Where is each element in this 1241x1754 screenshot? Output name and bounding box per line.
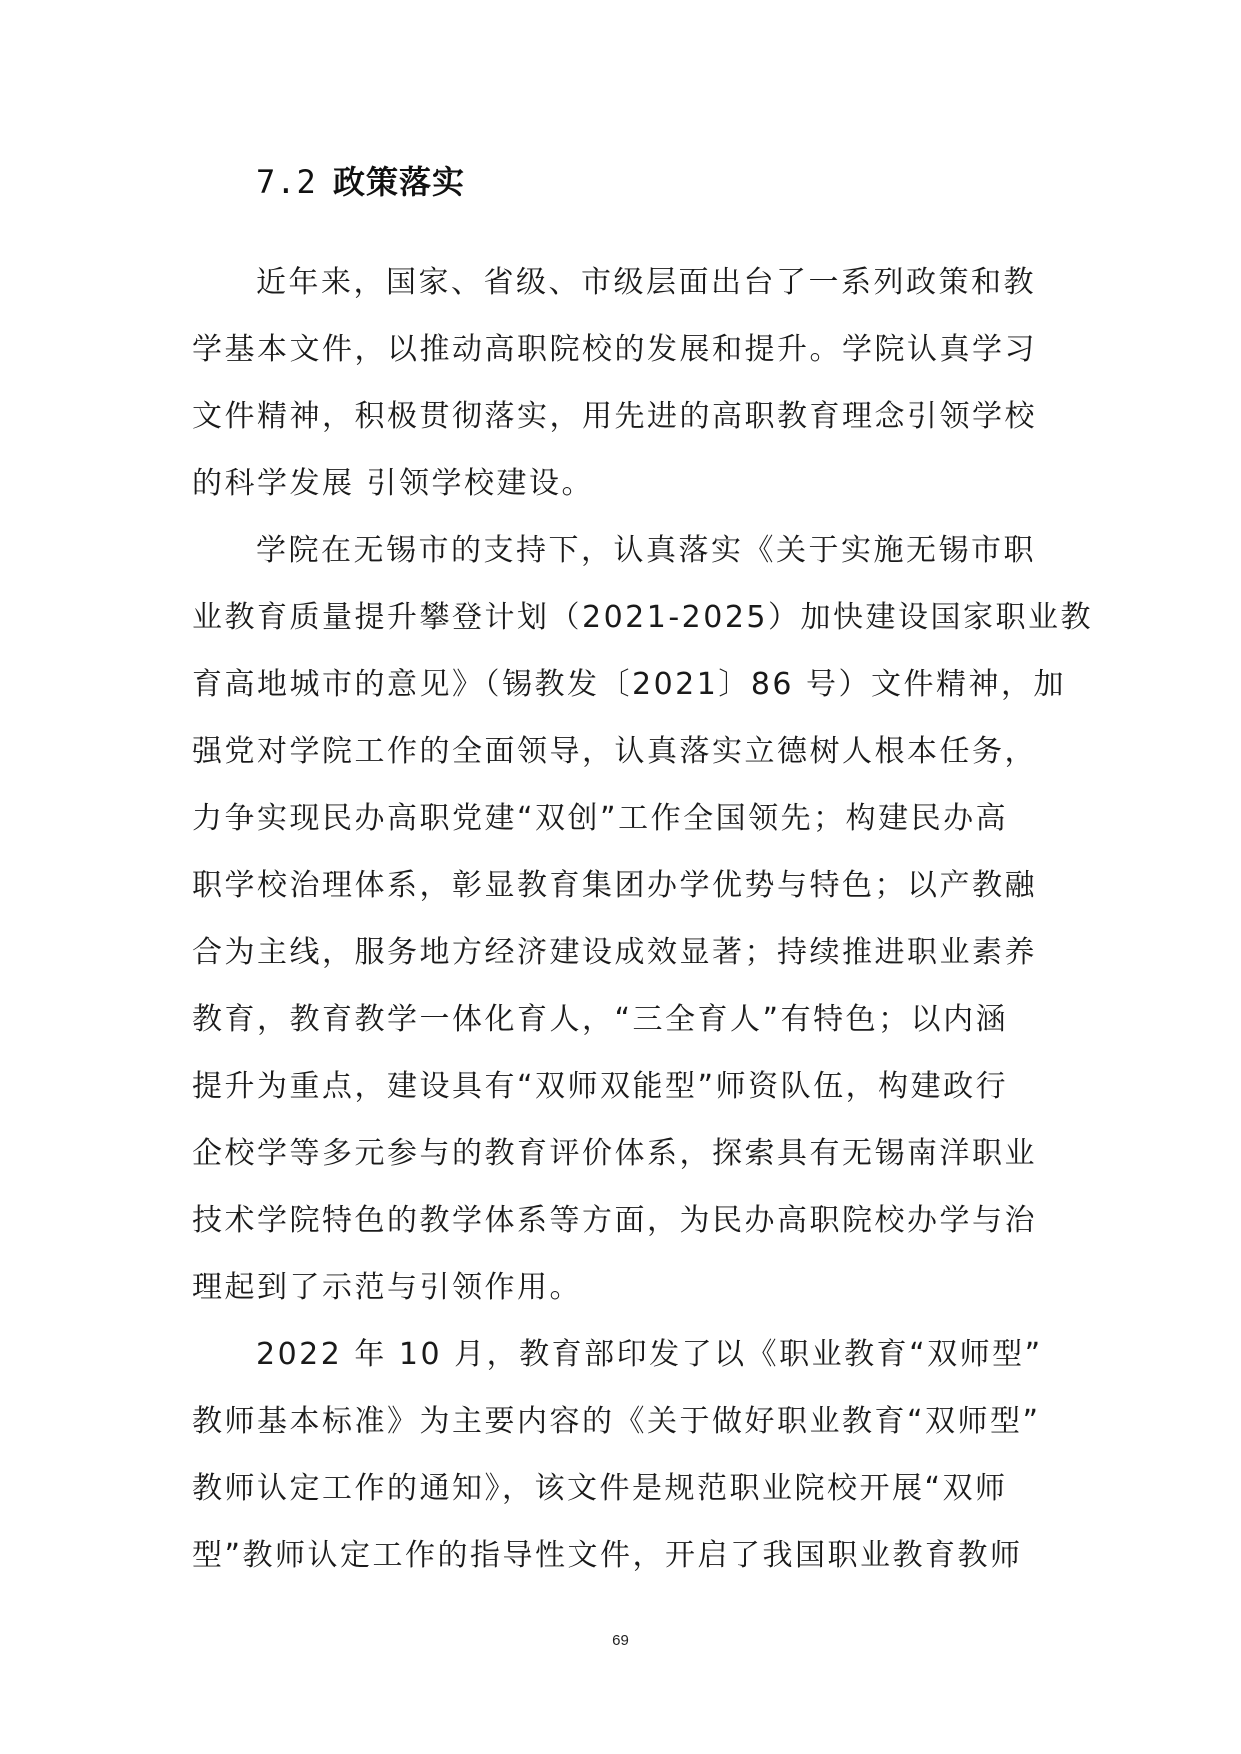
paragraph-2-line-4: 强党对学院工作的全面领导，认真落实立德树人根本任务， [192, 734, 1037, 769]
paragraph-1-line-4: 的科学发展 引领学校建设。 [192, 466, 595, 501]
body-text [192, 249, 1094, 1589]
page-number: 69 [612, 1632, 629, 1649]
paragraph-1-line-3: 文件精神，积极贯彻落实，用先进的高职教育理念引领学校 [192, 399, 1037, 434]
paragraph-2-line-3: 育高地城市的意见》（锡教发〔2021〕86 号）文件精神，加 [192, 667, 1067, 702]
paragraph-2-line-12: 理起到了示范与引领作用。 [192, 1270, 582, 1305]
paragraph-2-line-11: 技术学院特色的教学体系等方面，为民办高职院校办学与治 [192, 1203, 1037, 1238]
paragraph-3-line-1: 2022 年 10 月，教育部印发了以《职业教育“双师型” [256, 1337, 1043, 1372]
paragraph-1-line-2: 学基本文件，以推动高职院校的发展和提升。学院认真学习 [192, 332, 1037, 367]
paragraph-2-line-6: 职学校治理体系，彰显教育集团办学优势与特色；以产教融 [192, 868, 1037, 903]
paragraph-2-line-7: 合为主线，服务地方经济建设成效显著；持续推进职业素养 [192, 935, 1037, 970]
paragraph-3-line-4: 型”教师认定工作的指导性文件，开启了我国职业教育教师 [192, 1538, 1023, 1573]
paragraph-3-line-2: 教师基本标准》为主要内容的《关于做好职业教育“双师型” [192, 1404, 1041, 1439]
section-heading [256, 160, 465, 204]
paragraph-2-line-10: 企校学等多元参与的教育评价体系，探索具有无锡南洋职业 [192, 1136, 1037, 1171]
paragraph-1-line-1: 近年来，国家、省级、市级层面出台了一系列政策和教 [256, 265, 1036, 300]
section-number: 7.2 [256, 163, 317, 201]
paragraph-2-line-1: 学院在无锡市的支持下，认真落实《关于实施无锡市职 [256, 533, 1036, 568]
paragraph-2-line-2: 业教育质量提升攀登计划（2021-2025）加快建设国家职业教 [192, 600, 1094, 635]
paragraph-3-line-3: 教师认定工作的通知》，该文件是规范职业院校开展“双师 [192, 1471, 1008, 1506]
paragraph-2-line-9: 提升为重点，建设具有“双师双能型”师资队伍，构建政行 [192, 1069, 1009, 1104]
section-title: 政策落实 [332, 163, 465, 201]
paragraph-2-line-5: 力争实现民办高职党建“双创”工作全国领先；构建民办高 [192, 801, 1009, 836]
paragraph-2-line-8: 教育，教育教学一体化育人，“三全育人”有特色；以内涵 [192, 1002, 1009, 1037]
